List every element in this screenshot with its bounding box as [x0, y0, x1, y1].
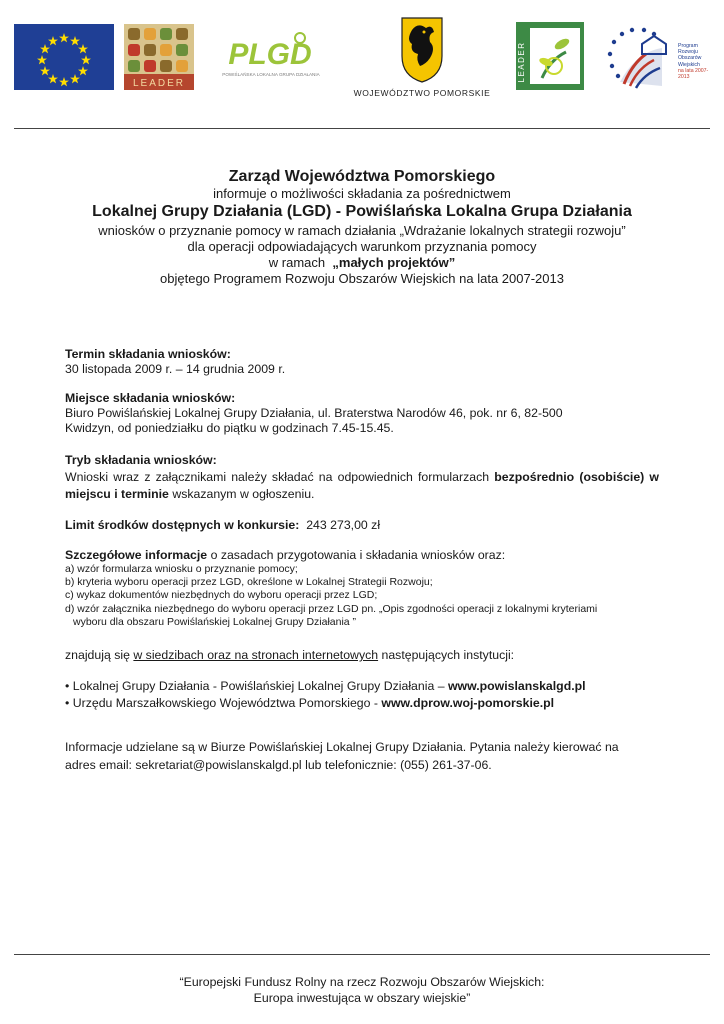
limit-label: Limit środków dostępnych w konkursie: — [65, 518, 300, 532]
institution-item — [65, 678, 659, 695]
info-line-1: Informacje udzielane są w Biurze Powiślańskiej Lokalnej Grupy Działania. Pytania należy kierować na — [65, 740, 619, 754]
heading-line-5: objętego Programem Rozwoju Obszarów Wiejskich na lata 2007-2013 — [160, 271, 564, 286]
institution-url[interactable]: www.powislanskalgd.pl — [447, 679, 586, 693]
found-suffix: następujących instytucji: — [381, 648, 515, 662]
institution-name: Urzędu Marszałkowskiego Województwa Pomorskiego - — [72, 696, 378, 710]
found-prefix: znajdują się — [65, 648, 130, 662]
place-section — [65, 391, 659, 436]
institution-name: Lokalnej Grupy Działania - Powiślańskiej Lokalnej Grupy Działania – — [72, 679, 445, 693]
institution-url[interactable]: www.dprow.woj-pomorskie.pl — [381, 696, 555, 710]
limit-section — [65, 518, 659, 533]
eu-stars-icon — [14, 24, 114, 90]
mode-section — [65, 452, 659, 503]
footer-line-2: Europa inwestująca w obszary wiejskie” — [253, 991, 471, 1005]
pomorskie-logo — [340, 14, 504, 104]
details-item-d: d) wzór załącznika niezbędnego do wyboru operacji przez LGD pn. „Opis zgodności operacji z lokalnymi kryteriami — [65, 602, 598, 615]
small-projects-label: „małych projektów” — [332, 255, 456, 270]
info-line-2: adres email: sekretariat@powislanskalgd.pl lub telefonicznie: (055) 261-37-06. — [65, 758, 492, 772]
prow-stars-icon — [602, 24, 678, 94]
place-line-2: Kwidzyn, od poniedziałku do piątku w godzinach 7.45-15.45. — [65, 421, 394, 435]
prow-line-1: Program — [678, 43, 698, 49]
bullet-icon: • — [65, 679, 70, 693]
details-list — [65, 563, 659, 629]
details-item-d-cont: wyboru dla obszaru Powiślańskiej Lokalnej Grupy Działania ” — [73, 615, 357, 628]
term-label: Termin składania wniosków: — [65, 347, 231, 361]
limit-value: 243 273,00 zł — [306, 518, 381, 532]
leader-mosaic-icon — [124, 24, 194, 90]
lgd-title: Lokalnej Grupy Działania (LGD) - Powiślańska Lokalna Grupa Działania — [92, 203, 632, 220]
bullet-icon: • — [65, 696, 70, 710]
heading-line-3: dla operacji odpowiadających warunkom przyznania pomocy — [187, 239, 537, 254]
mode-label: Tryb składania wniosków: — [65, 453, 217, 467]
plgd-icon — [212, 24, 330, 90]
institution-item — [65, 695, 659, 712]
plgd-text: PLGD — [228, 38, 312, 71]
details-section — [65, 548, 659, 629]
pomorskie-caption: WOJEWÓDZTWO POMORSKIE — [353, 88, 491, 98]
found-underline: w siedzibach oraz na stronach internetowych — [133, 648, 379, 662]
details-intro: o zasadach przygotowania i składania wniosków oraz: — [210, 548, 506, 562]
details-label: Szczegółowe informacje — [65, 548, 208, 562]
prow-line-2: Rozwoju — [678, 49, 698, 56]
details-item-b: b) kryteria wyboru operacji przez LGD, określone w Lokalnej Strategii Rozwoju; — [65, 576, 433, 589]
institutions-list — [65, 678, 659, 712]
info-section — [65, 738, 659, 774]
leader-logo — [516, 22, 584, 90]
details-intro-line — [65, 548, 659, 563]
prow-text — [678, 43, 712, 80]
details-item-c: c) wykaz dokumentów niezbędnych do wyboru operacji przez LGD; — [65, 589, 378, 602]
plgd-subtitle: POWIŚLAŃSKA LOKALNA GRUPA DZIAŁANIA — [222, 72, 320, 77]
found-line — [65, 648, 659, 663]
place-line-1: Biuro Powiślańskiej Lokalnej Grupy Działania, ul. Braterstwa Narodów 46, pok. nr 6, 82-500 — [65, 406, 563, 420]
mode-text-bold: bezpośrednio (osobiście) w miejscu i terminie — [65, 470, 659, 501]
mode-text-1: Wnioski wraz z załącznikami należy składać na odpowiednich formularzach — [65, 470, 490, 484]
term-value: 30 listopada 2009 r. – 14 grudnia 2009 r. — [65, 362, 286, 376]
leader-vertical-text: LEADER — [517, 41, 526, 83]
prow-line-3: Obszarów — [678, 55, 702, 62]
eu-flag-logo — [14, 24, 114, 90]
bottom-divider — [14, 954, 710, 955]
leader-plant-icon — [516, 22, 584, 90]
heading-line-4-prefix: w ramach — [268, 255, 326, 270]
heading-line-2: wniosków o przyznanie pomocy w ramach działania „Wdrażanie lokalnych strategii rozwoju” — [98, 223, 626, 238]
top-divider — [14, 128, 710, 129]
prow-logo — [602, 24, 712, 94]
place-label: Miejsce składania wniosków: — [65, 391, 236, 405]
footer — [0, 974, 724, 1006]
griffin-shield-icon — [340, 14, 504, 86]
heading-line-4 — [0, 255, 724, 270]
prow-line-4: Wiejskich — [678, 61, 700, 68]
plgd-logo — [212, 24, 330, 90]
footer-line-1: “Europejski Fundusz Rolny na rzecz Rozwoju Obszarów Wiejskich: — [179, 975, 545, 989]
leader-mosaic-logo — [124, 24, 194, 90]
leader-band-text: LEADER — [132, 78, 186, 89]
heading-line-1: informuje o możliwości składania za pośrednictwem — [213, 186, 511, 201]
mode-text — [65, 469, 659, 503]
details-item-a: a) wzór formularza wniosku o przyznanie pomocy; — [65, 563, 298, 575]
prow-line-5: na lata 2007-2013 — [678, 67, 709, 81]
mode-text-2: wskazanym w ogłoszeniu. — [172, 487, 315, 501]
term-section — [65, 347, 659, 377]
announcement-title: Zarząd Województwa Pomorskiego — [228, 168, 496, 185]
